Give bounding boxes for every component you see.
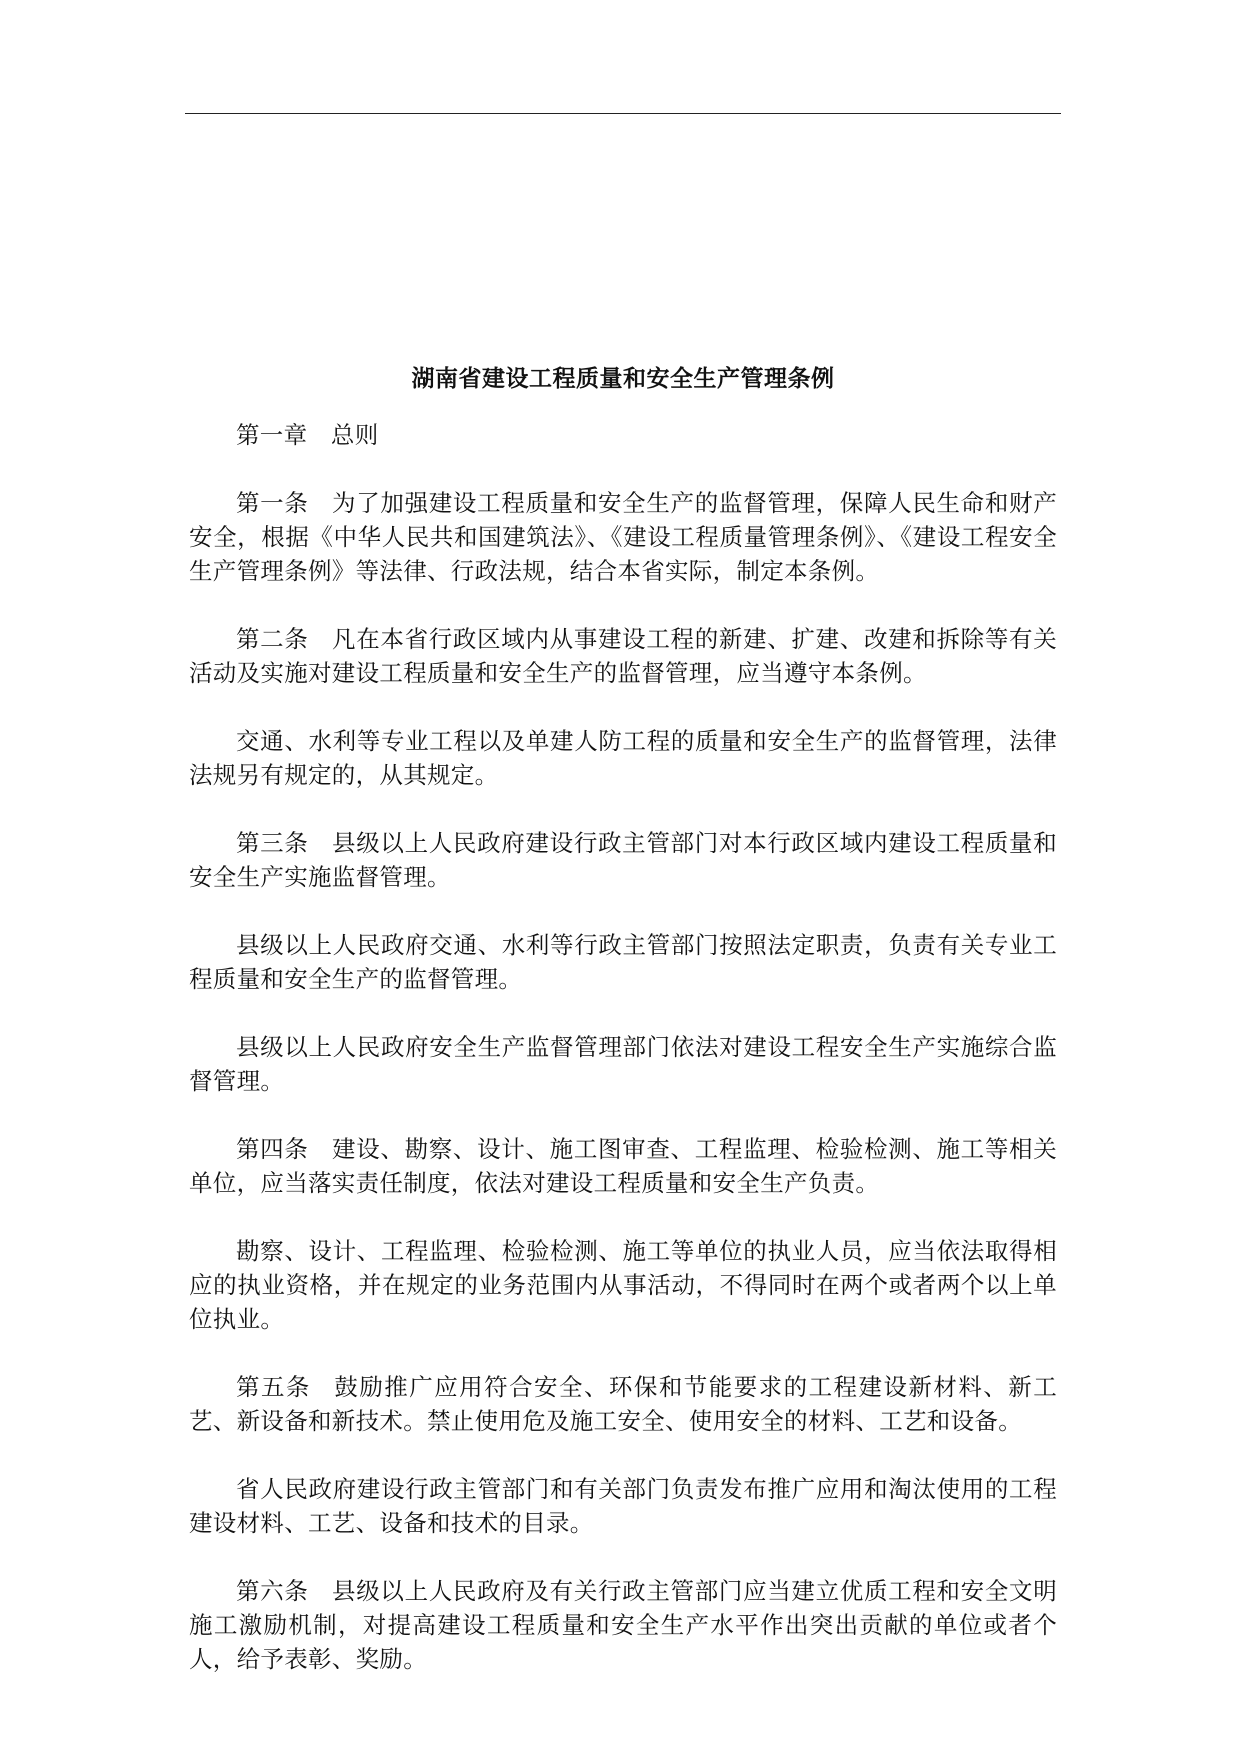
article-text: 县级以上人民政府交通、水利等行政主管部门按照法定职责，负责有关专业工程质量和安全生产的监督管理。 xyxy=(189,931,1057,993)
article-text: 鼓励推广应用符合安全、环保和节能要求的工程建设新材料、新工艺、新设备和新技术。禁止使用危及施工安全、使用安全的材料、工艺和设备。 xyxy=(189,1373,1057,1435)
article-text: 交通、水利等专业工程以及单建人防工程的质量和安全生产的监督管理，法律法规另有规定的，从其规定。 xyxy=(189,727,1057,789)
article-paragraph xyxy=(189,1234,1057,1336)
document-title: 湖南省建设工程质量和安全生产管理条例 xyxy=(411,366,835,392)
article-paragraph xyxy=(189,1030,1057,1098)
article-text: 勘察、设计、工程监理、检验检测、施工等单位的执业人员，应当依法取得相应的执业资格，并在规定的业务范围内从事活动，不得同时在两个或者两个以上单位执业。 xyxy=(189,1237,1057,1333)
chapter-number: 第一章 xyxy=(236,421,308,449)
article-number: 第六条 xyxy=(236,1577,309,1605)
article-text: 为了加强建设工程质量和安全生产的监督管理，保障人民生命和财产安全，根据《中华人民共和国建筑法》、《建设工程质量管理条例》、《建设工程安全生产管理条例》等法律、行政法规，结合本省实际，制定本条例。 xyxy=(189,489,1058,585)
article-number: 第五条 xyxy=(236,1373,311,1401)
article-paragraph xyxy=(189,1370,1057,1438)
article-paragraph xyxy=(189,1472,1057,1540)
article-paragraph xyxy=(189,724,1057,792)
chapter-name: 总则 xyxy=(330,421,379,449)
article-paragraph xyxy=(189,622,1057,690)
article-paragraph xyxy=(189,486,1057,588)
article-number: 第四条 xyxy=(236,1135,309,1163)
article-text: 县级以上人民政府及有关行政主管部门应当建立优质工程和安全文明施工激励机制，对提高建设工程质量和安全生产水平作出突出贡献的单位或者个人，给予表彰、奖励。 xyxy=(189,1577,1058,1673)
article-number: 第三条 xyxy=(236,829,309,857)
article-text: 建设、勘察、设计、施工图审查、工程监理、检验检测、施工等相关单位，应当落实责任制度，依法对建设工程质量和安全生产负责。 xyxy=(189,1135,1058,1197)
chapter-heading xyxy=(189,418,1057,452)
article-paragraph xyxy=(189,826,1057,894)
article-text: 省人民政府建设行政主管部门和有关部门负责发布推广应用和淘汰使用的工程建设材料、工艺、设备和技术的目录。 xyxy=(189,1475,1057,1537)
header-rule xyxy=(185,113,1061,114)
article-paragraph xyxy=(189,1574,1057,1676)
article-number: 第一条 xyxy=(236,489,309,517)
article-paragraph xyxy=(189,928,1057,996)
article-paragraph xyxy=(189,1132,1057,1200)
document-body xyxy=(189,362,1057,1710)
article-text: 凡在本省行政区域内从事建设工程的新建、扩建、改建和拆除等有关活动及实施对建设工程质量和安全生产的监督管理，应当遵守本条例。 xyxy=(189,625,1058,687)
article-text: 县级以上人民政府安全生产监督管理部门依法对建设工程安全生产实施综合监督管理。 xyxy=(189,1033,1057,1095)
article-number: 第二条 xyxy=(236,625,309,653)
article-text: 县级以上人民政府建设行政主管部门对本行政区域内建设工程质量和安全生产实施监督管理。 xyxy=(189,829,1058,891)
